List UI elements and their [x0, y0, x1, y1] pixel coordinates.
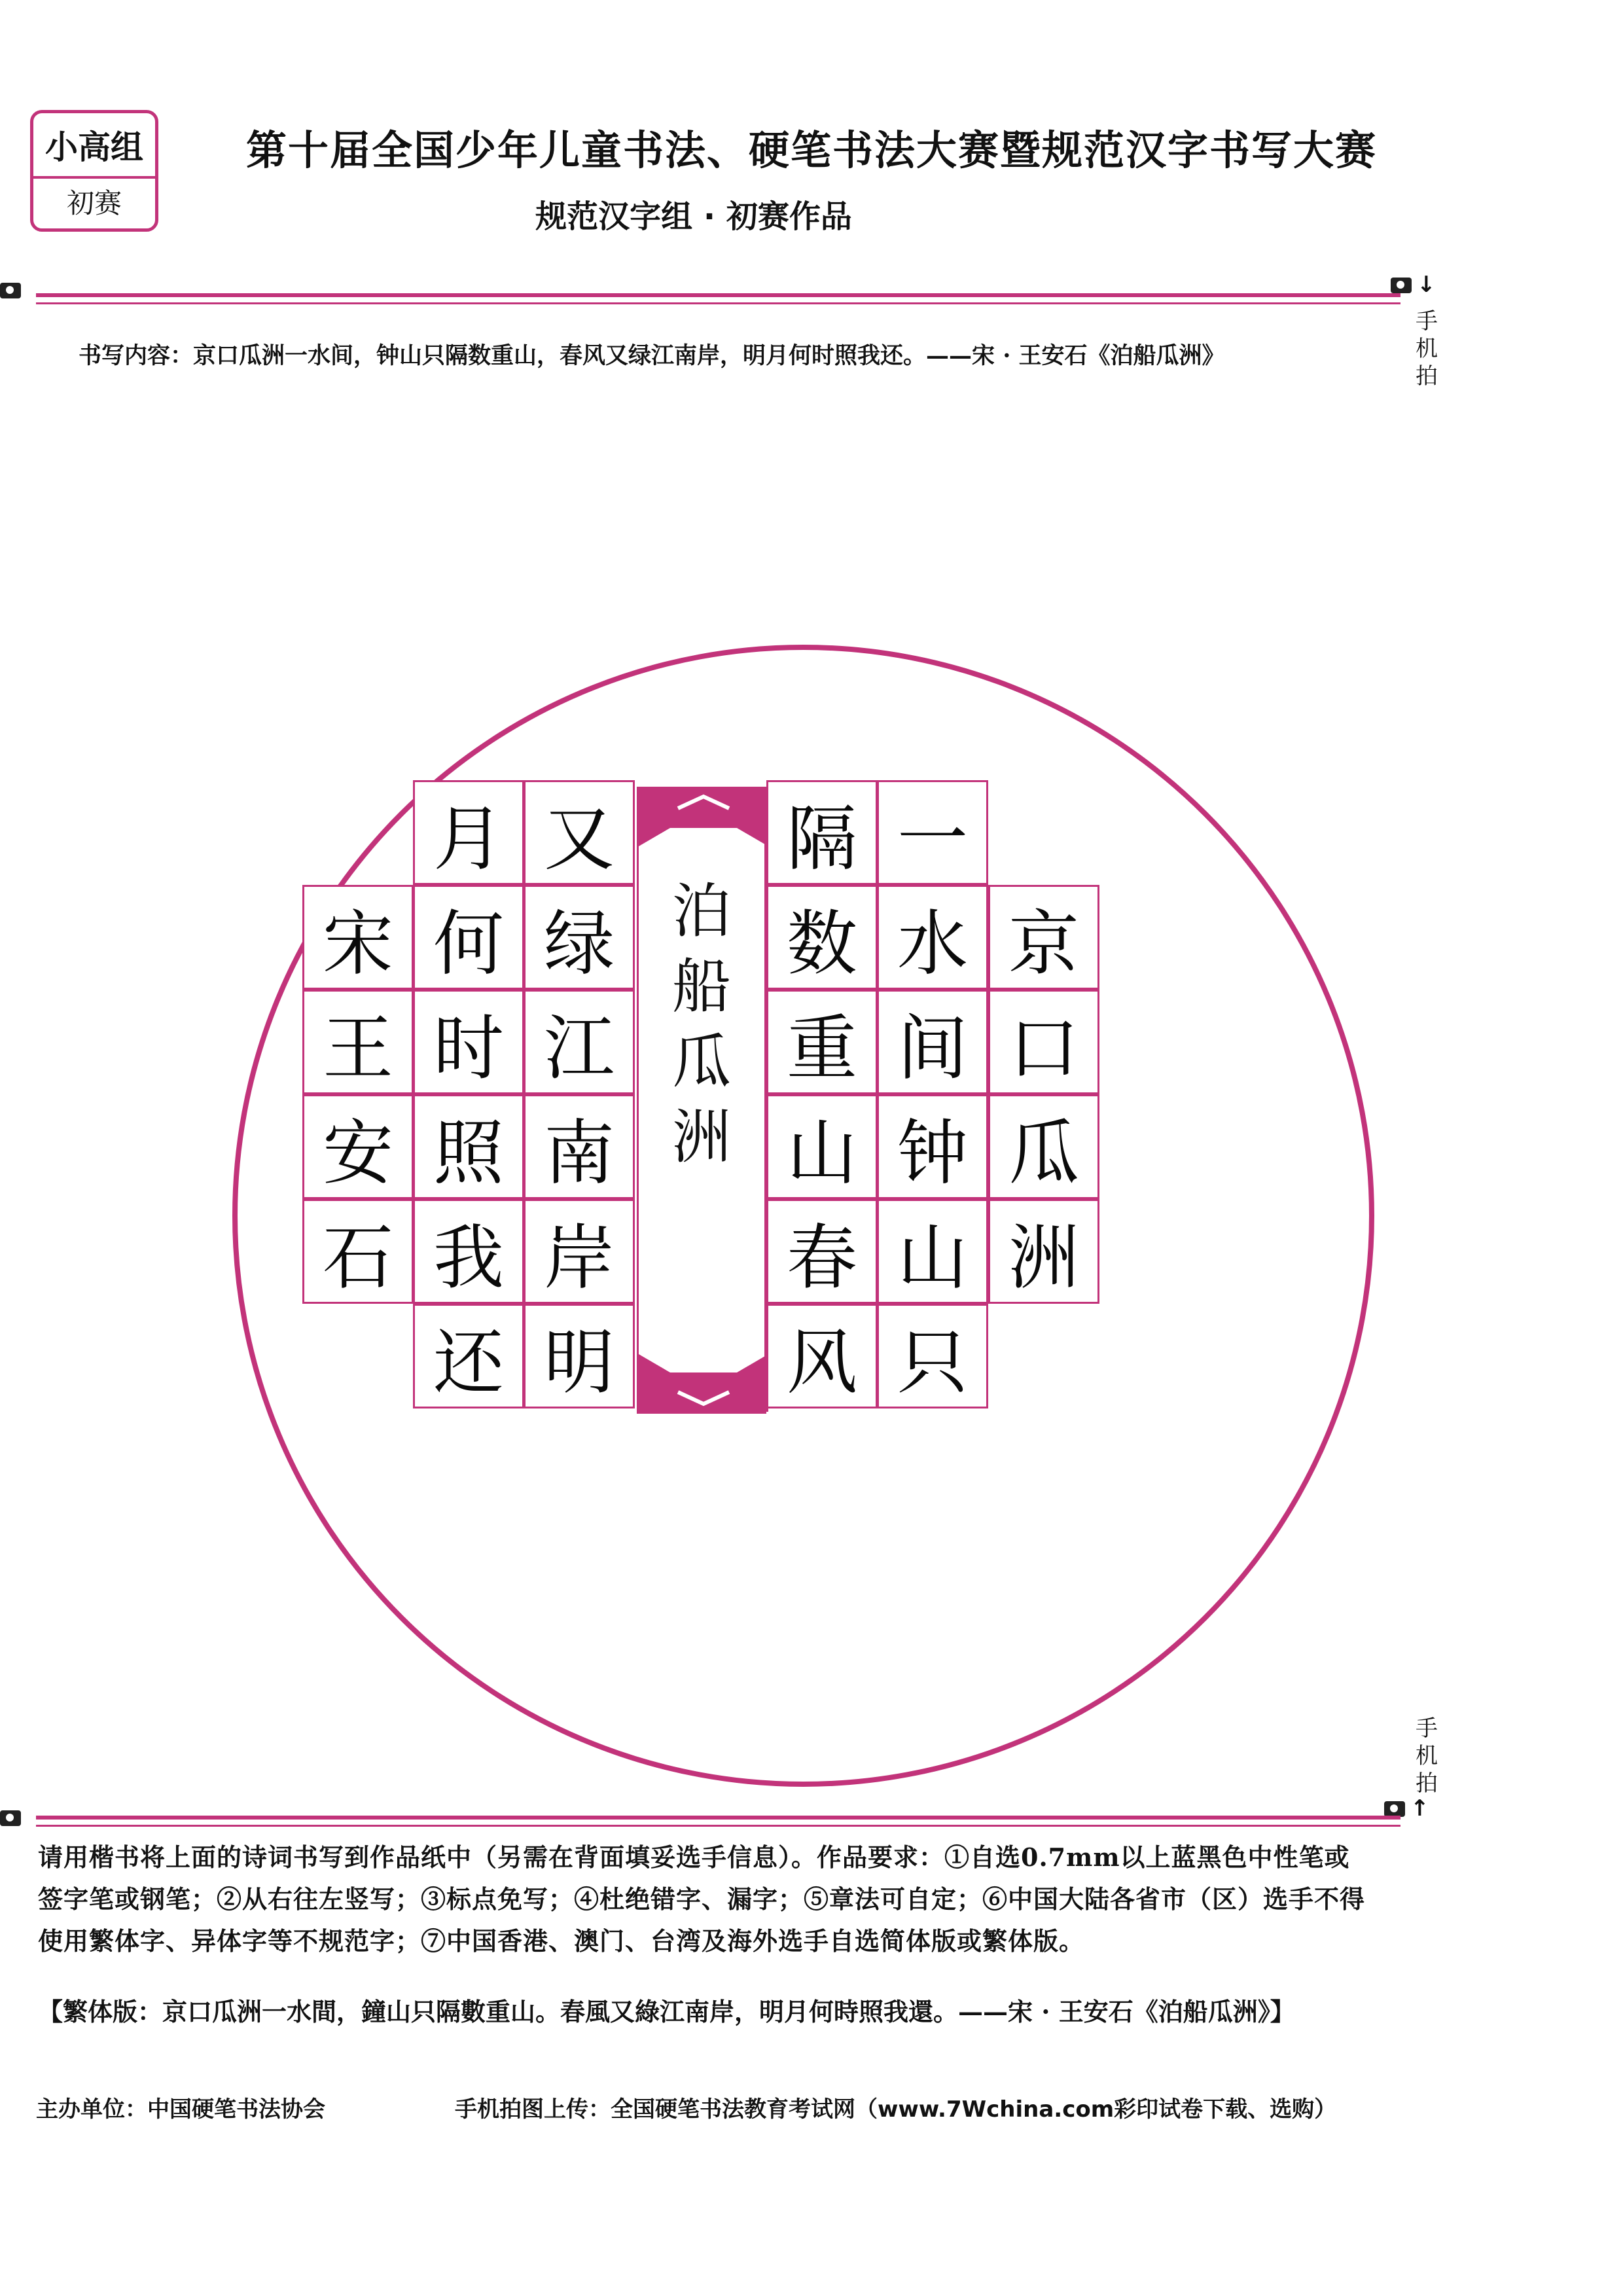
- grid-cell: 明: [524, 1304, 635, 1408]
- grid-cell: 我: [413, 1199, 524, 1304]
- grid-cell: 绿: [524, 885, 635, 990]
- grid-cell: 江: [524, 990, 635, 1094]
- artwork-title: [639, 874, 764, 1175]
- grid-cell: 时: [413, 990, 524, 1094]
- grid-cell: 王: [302, 990, 414, 1094]
- grid-cell: 洲: [988, 1199, 1099, 1304]
- arrow-down-icon: ↓: [1417, 272, 1436, 298]
- side-label-top: 手 机 拍: [1416, 308, 1438, 389]
- group-badge: [30, 110, 158, 232]
- artwork-title-char: 洲: [672, 1103, 731, 1172]
- traditional-version: 【繁体版：京口瓜洲一水間，鐘山只隔數重山。春風又綠江南岸，明月何時照我還。——宋 · 王安石《泊船瓜洲》】: [38, 1997, 1295, 2026]
- grid-cell: 数: [766, 885, 878, 990]
- artwork-title-strip: [637, 787, 766, 1414]
- artwork-title-char: 瓜: [672, 1028, 731, 1096]
- content-line: 书写内容：京口瓜洲一水间，钟山只隔数重山，春风又绿江南岸，明月何时照我还。——宋 · 王安石《泊船瓜洲》: [79, 342, 1225, 369]
- grid-cell: 京: [988, 885, 1099, 990]
- grid-cell: 一: [877, 780, 988, 885]
- grid-cell: 还: [413, 1304, 524, 1408]
- grid-cell: 照: [413, 1094, 524, 1199]
- grid-cell: 山: [766, 1094, 878, 1199]
- badge-group-label: 小高组: [33, 113, 155, 179]
- grid-cell: 南: [524, 1094, 635, 1199]
- grid-cell: 安: [302, 1094, 414, 1199]
- grid-cell: 隔: [766, 780, 878, 885]
- grid-cell: 重: [766, 990, 878, 1094]
- top-rule: [36, 293, 1400, 297]
- camera-icon: [0, 1810, 21, 1826]
- grid-cell: 何: [413, 885, 524, 990]
- grid-cell: 口: [988, 990, 1099, 1094]
- footer-organizer: 主办单位：中国硬笔书法协会: [36, 2096, 325, 2123]
- camera-icon: [1384, 1801, 1405, 1817]
- grid-cell: 瓜: [988, 1094, 1099, 1199]
- badge-stage-label: 初赛: [66, 187, 122, 219]
- page-subtitle: 规范汉字组 · 初赛作品: [535, 198, 852, 235]
- grid-cell: 岸: [524, 1199, 635, 1304]
- artwork-title-char: 船: [672, 952, 731, 1021]
- grid-cell: 宋: [302, 885, 414, 990]
- bottom-rule-thin: [36, 1825, 1400, 1827]
- top-rule-thin: [36, 302, 1400, 304]
- camera-icon: [1391, 278, 1412, 293]
- grid-cell: 石: [302, 1199, 414, 1304]
- strip-ornament-top: [639, 789, 768, 846]
- grid-cell: 间: [877, 990, 988, 1094]
- side-label-bottom: 手 机 拍: [1416, 1715, 1438, 1797]
- bottom-rule: [36, 1816, 1400, 1820]
- page-title: 第十届全国少年儿童书法、硬笔书法大赛暨规范汉字书写大赛: [245, 126, 1377, 174]
- grid-cell: 山: [877, 1199, 988, 1304]
- artwork-title-char: 泊: [672, 877, 731, 946]
- grid-cell: 春: [766, 1199, 878, 1304]
- strip-ornament-bottom: [639, 1354, 768, 1412]
- grid-cell: 又: [524, 780, 635, 885]
- footer-upload: 手机拍图上传：全国硬笔书法教育考试网（www.7Wchina.com彩印试卷下载、选购）: [455, 2096, 1337, 2123]
- grid-cell: 风: [766, 1304, 878, 1408]
- instructions: 请用楷书将上面的诗词书写到作品纸中（另需在背面填妥选手信息）。作品要求：①自选0.7mm以上蓝黑色中性笔或签字笔或钢笔；②从右往左竖写；③标点免写；④杜绝错字、漏字；⑤章法可自定；⑥中国大陆各省市（区）选手不得使用繁体字、异体字等不规范字；⑦中国香港、澳门、台湾及海外选手自选简体版或繁体版。: [38, 1842, 1366, 1956]
- arrow-up-icon: ↑: [1410, 1795, 1429, 1821]
- grid-cell: 钟: [877, 1094, 988, 1199]
- grid-cell: 只: [877, 1304, 988, 1408]
- camera-icon: [0, 283, 21, 298]
- grid-cell: 水: [877, 885, 988, 990]
- grid-cell: 月: [413, 780, 524, 885]
